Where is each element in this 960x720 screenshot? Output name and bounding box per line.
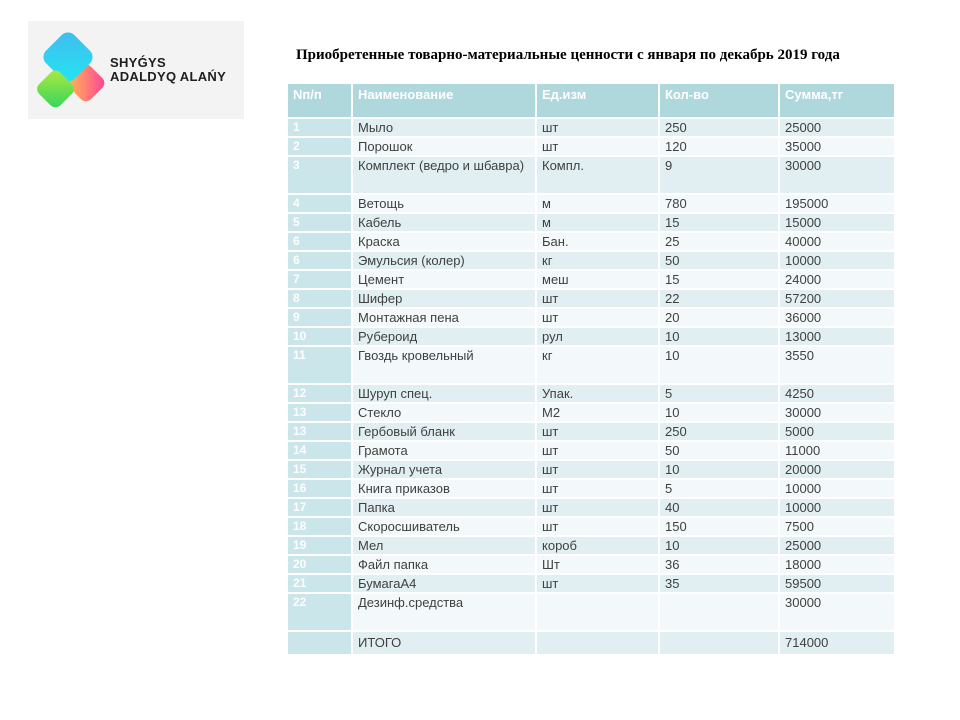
sum-cell: 30000 (780, 404, 896, 423)
unit-cell: шт (537, 518, 660, 537)
sum-cell: 7500 (780, 518, 896, 537)
item-name-cell: Скоросшиватель (353, 518, 537, 537)
sum-cell: 15000 (780, 214, 896, 233)
row-number-cell: 8 (288, 290, 353, 309)
three-rounded-diamonds-icon (34, 27, 108, 113)
table-row (288, 480, 896, 499)
logo-line2: ADALDYQ ALAŃY (110, 69, 227, 84)
table-row (288, 537, 896, 556)
quantity-cell: 15 (660, 271, 780, 290)
item-name-cell: Рубероид (353, 328, 537, 347)
sum-cell: 36000 (780, 309, 896, 328)
unit-cell: Компл. (537, 157, 660, 195)
quantity-cell: 10 (660, 537, 780, 556)
table-row (288, 404, 896, 423)
table-row (288, 233, 896, 252)
quantity-cell (660, 632, 780, 656)
item-name-cell: Грамота (353, 442, 537, 461)
row-number-cell: 17 (288, 499, 353, 518)
row-number-cell: 3 (288, 157, 353, 195)
row-number-cell: 2 (288, 138, 353, 157)
item-name-cell: Кабель (353, 214, 537, 233)
sum-cell: 10000 (780, 480, 896, 499)
sum-cell: 3550 (780, 347, 896, 385)
quantity-cell: 10 (660, 404, 780, 423)
row-number-cell: 20 (288, 556, 353, 575)
unit-cell: меш (537, 271, 660, 290)
quantity-cell: 50 (660, 442, 780, 461)
col-header-quantity: Кол-во (660, 84, 780, 119)
sum-cell: 25000 (780, 537, 896, 556)
quantity-cell: 780 (660, 195, 780, 214)
table-header (288, 84, 896, 119)
item-name-cell: Книга приказов (353, 480, 537, 499)
sum-cell: 4250 (780, 385, 896, 404)
unit-cell: шт (537, 138, 660, 157)
item-name-cell: Гербовый бланк (353, 423, 537, 442)
row-number-cell: 1 (288, 119, 353, 138)
table-row (288, 575, 896, 594)
goods-table (288, 84, 896, 656)
row-number-cell: 4 (288, 195, 353, 214)
header-row (288, 84, 896, 119)
col-header-unit: Ед.изм (537, 84, 660, 119)
quantity-cell: 120 (660, 138, 780, 157)
quantity-cell: 10 (660, 347, 780, 385)
item-name-cell: Шуруп спец. (353, 385, 537, 404)
unit-cell: кг (537, 252, 660, 271)
item-name-cell: Ветощь (353, 195, 537, 214)
item-name-cell: Шифер (353, 290, 537, 309)
quantity-cell: 5 (660, 480, 780, 499)
quantity-cell: 10 (660, 328, 780, 347)
table-row (288, 290, 896, 309)
row-number-cell: 6 (288, 252, 353, 271)
total-row (288, 632, 896, 656)
logo-line1: SHYǴYS (110, 54, 166, 70)
sum-cell: 25000 (780, 119, 896, 138)
quantity-cell: 22 (660, 290, 780, 309)
table-row (288, 252, 896, 271)
sum-cell: 24000 (780, 271, 896, 290)
row-number-cell: 5 (288, 214, 353, 233)
item-name-cell: Мыло (353, 119, 537, 138)
row-number-cell: 18 (288, 518, 353, 537)
table-row (288, 214, 896, 233)
page-title: Приобретенные товарно-материальные ценности с января по декабрь 2019 года (296, 47, 840, 63)
quantity-cell: 250 (660, 119, 780, 138)
item-name-cell: Эмульсия (колер) (353, 252, 537, 271)
sum-cell: 57200 (780, 290, 896, 309)
table-row (288, 385, 896, 404)
unit-cell: м (537, 195, 660, 214)
row-number-cell: 11 (288, 347, 353, 385)
table-row (288, 195, 896, 214)
unit-cell: м (537, 214, 660, 233)
item-name-cell: Комплект (ведро и шбавра) (353, 157, 537, 195)
unit-cell: Бан. (537, 233, 660, 252)
unit-cell: М2 (537, 404, 660, 423)
table-row (288, 556, 896, 575)
row-number-cell: 12 (288, 385, 353, 404)
quantity-cell: 5 (660, 385, 780, 404)
table-row (288, 594, 896, 632)
quantity-cell: 50 (660, 252, 780, 271)
unit-cell: шт (537, 499, 660, 518)
unit-cell: шт (537, 309, 660, 328)
table-row (288, 138, 896, 157)
row-number-cell: 9 (288, 309, 353, 328)
unit-cell: шт (537, 480, 660, 499)
sum-cell: 59500 (780, 575, 896, 594)
item-name-cell: Порошок (353, 138, 537, 157)
sum-cell: 30000 (780, 594, 896, 632)
row-number-cell (288, 632, 353, 656)
table-row (288, 309, 896, 328)
item-name-cell: Цемент (353, 271, 537, 290)
item-name-cell: Мел (353, 537, 537, 556)
logo (28, 21, 244, 119)
row-number-cell: 22 (288, 594, 353, 632)
quantity-cell: 35 (660, 575, 780, 594)
item-name-cell: Монтажная пена (353, 309, 537, 328)
table-row (288, 347, 896, 385)
table-row (288, 499, 896, 518)
item-name-cell: Дезинф.средства (353, 594, 537, 632)
row-number-cell: 21 (288, 575, 353, 594)
sum-cell: 10000 (780, 252, 896, 271)
item-name-cell: Файл папка (353, 556, 537, 575)
table-row (288, 442, 896, 461)
unit-cell: кг (537, 347, 660, 385)
table-row (288, 271, 896, 290)
unit-cell (537, 632, 660, 656)
sum-cell: 30000 (780, 157, 896, 195)
unit-cell: шт (537, 290, 660, 309)
quantity-cell: 10 (660, 461, 780, 480)
row-number-cell: 7 (288, 271, 353, 290)
quantity-cell: 36 (660, 556, 780, 575)
unit-cell: короб (537, 537, 660, 556)
item-name-cell: Журнал учета (353, 461, 537, 480)
quantity-cell: 9 (660, 157, 780, 195)
unit-cell: шт (537, 119, 660, 138)
unit-cell: Упак. (537, 385, 660, 404)
unit-cell: шт (537, 442, 660, 461)
item-name-cell: Гвоздь кровельный (353, 347, 537, 385)
sum-cell: 10000 (780, 499, 896, 518)
unit-cell: шт (537, 575, 660, 594)
quantity-cell: 15 (660, 214, 780, 233)
row-number-cell: 13 (288, 404, 353, 423)
quantity-cell: 20 (660, 309, 780, 328)
item-name-cell: Стекло (353, 404, 537, 423)
sum-cell: 714000 (780, 632, 896, 656)
quantity-cell: 150 (660, 518, 780, 537)
sum-cell: 11000 (780, 442, 896, 461)
sum-cell: 35000 (780, 138, 896, 157)
row-number-cell: 19 (288, 537, 353, 556)
item-name-cell: БумагаА4 (353, 575, 537, 594)
col-header-name: Наименование (353, 84, 537, 119)
col-header-sum: Сумма,тг (780, 84, 896, 119)
table-row (288, 119, 896, 138)
sum-cell: 20000 (780, 461, 896, 480)
quantity-cell: 25 (660, 233, 780, 252)
table-row (288, 328, 896, 347)
table-row (288, 157, 896, 195)
unit-cell: шт (537, 423, 660, 442)
sum-cell: 18000 (780, 556, 896, 575)
sum-cell: 5000 (780, 423, 896, 442)
row-number-cell: 10 (288, 328, 353, 347)
sum-cell: 195000 (780, 195, 896, 214)
row-number-cell: 14 (288, 442, 353, 461)
sum-cell: 13000 (780, 328, 896, 347)
table-row (288, 461, 896, 480)
item-name-cell: Краска (353, 233, 537, 252)
logo-text (110, 56, 226, 85)
table-row (288, 423, 896, 442)
quantity-cell: 40 (660, 499, 780, 518)
table-row (288, 518, 896, 537)
col-header-number: Nп/п (288, 84, 353, 119)
quantity-cell (660, 594, 780, 632)
row-number-cell: 6 (288, 233, 353, 252)
unit-cell: рул (537, 328, 660, 347)
unit-cell: Шт (537, 556, 660, 575)
row-number-cell: 16 (288, 480, 353, 499)
unit-cell: шт (537, 461, 660, 480)
item-name-cell: ИТОГО (353, 632, 537, 656)
quantity-cell: 250 (660, 423, 780, 442)
unit-cell (537, 594, 660, 632)
row-number-cell: 15 (288, 461, 353, 480)
item-name-cell: Папка (353, 499, 537, 518)
row-number-cell: 13 (288, 423, 353, 442)
table-body (288, 119, 896, 656)
sum-cell: 40000 (780, 233, 896, 252)
